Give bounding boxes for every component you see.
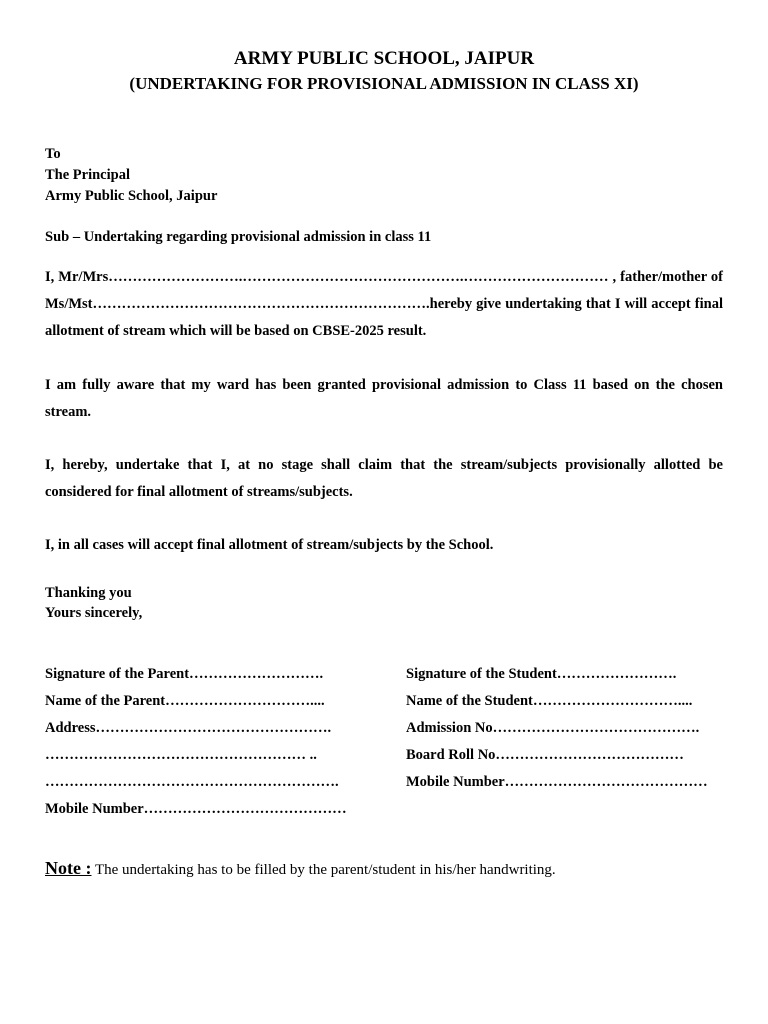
undertaking-paragraph-3: I, hereby, undertake that I, at no stage shall claim that the stream/subjects provisionally allotted be considered for final allotment of streams/subjects.	[45, 457, 723, 500]
parent-fields	[45, 661, 347, 823]
undertaking-paragraph-4: I, in all cases will accept final allotment of stream/subjects by the School.	[45, 537, 494, 553]
student-name-field: Name of the Student…………………………....	[406, 693, 693, 709]
form-subtitle: (UNDERTAKING FOR PROVISIONAL ADMISSION IN CLASS XI)	[129, 74, 639, 93]
closing-signoff: Yours sincerely,	[45, 605, 143, 621]
note-block	[45, 856, 556, 882]
parent-address-field: Address………………………………………….	[45, 720, 332, 736]
parent-mobile-field: Mobile Number……………………………………	[45, 801, 347, 817]
parent-name-field: Name of the Parent…………………………....	[45, 693, 325, 709]
recipient-address	[45, 144, 217, 207]
student-fields	[406, 661, 708, 796]
school-title: ARMY PUBLIC SCHOOL, JAIPUR	[233, 48, 535, 69]
note-text: The undertaking has to be filled by the parent/student in his/her handwriting.	[91, 862, 556, 878]
admission-number-field: Admission No…………………………………….	[406, 720, 700, 736]
address-principal: The Principal	[45, 167, 130, 183]
parent-address-line-3: …………………………………………………….	[45, 774, 339, 790]
parent-address-line-2: ……………………………………………… ..	[45, 747, 317, 763]
undertaking-paragraph-1: I, Mr/Mrs……………………….……………………………………….………………………… , father/mother of Ms/Mst…………………………………………………………….hereby give undertaking that I will accept final allotment of stream which will be based on CBSE-2025 result.	[45, 269, 723, 339]
closing-block	[45, 583, 142, 623]
student-mobile-field: Mobile Number……………………………………	[406, 774, 708, 790]
student-signature-field: Signature of the Student…………………….	[406, 666, 677, 682]
closing-thanks: Thanking you	[45, 585, 132, 601]
address-school: Army Public School, Jaipur	[45, 188, 218, 204]
parent-signature-field: Signature of the Parent……………………….	[45, 666, 324, 682]
note-label: Note :	[45, 858, 92, 878]
board-roll-number-field: Board Roll No…………………………………	[406, 747, 684, 763]
address-to: To	[45, 146, 61, 162]
undertaking-paragraph-2: I am fully aware that my ward has been granted provisional admission to Class 11 based on the chosen stream.	[45, 377, 723, 420]
subject-line: Sub – Undertaking regarding provisional admission in class 11	[45, 229, 432, 245]
